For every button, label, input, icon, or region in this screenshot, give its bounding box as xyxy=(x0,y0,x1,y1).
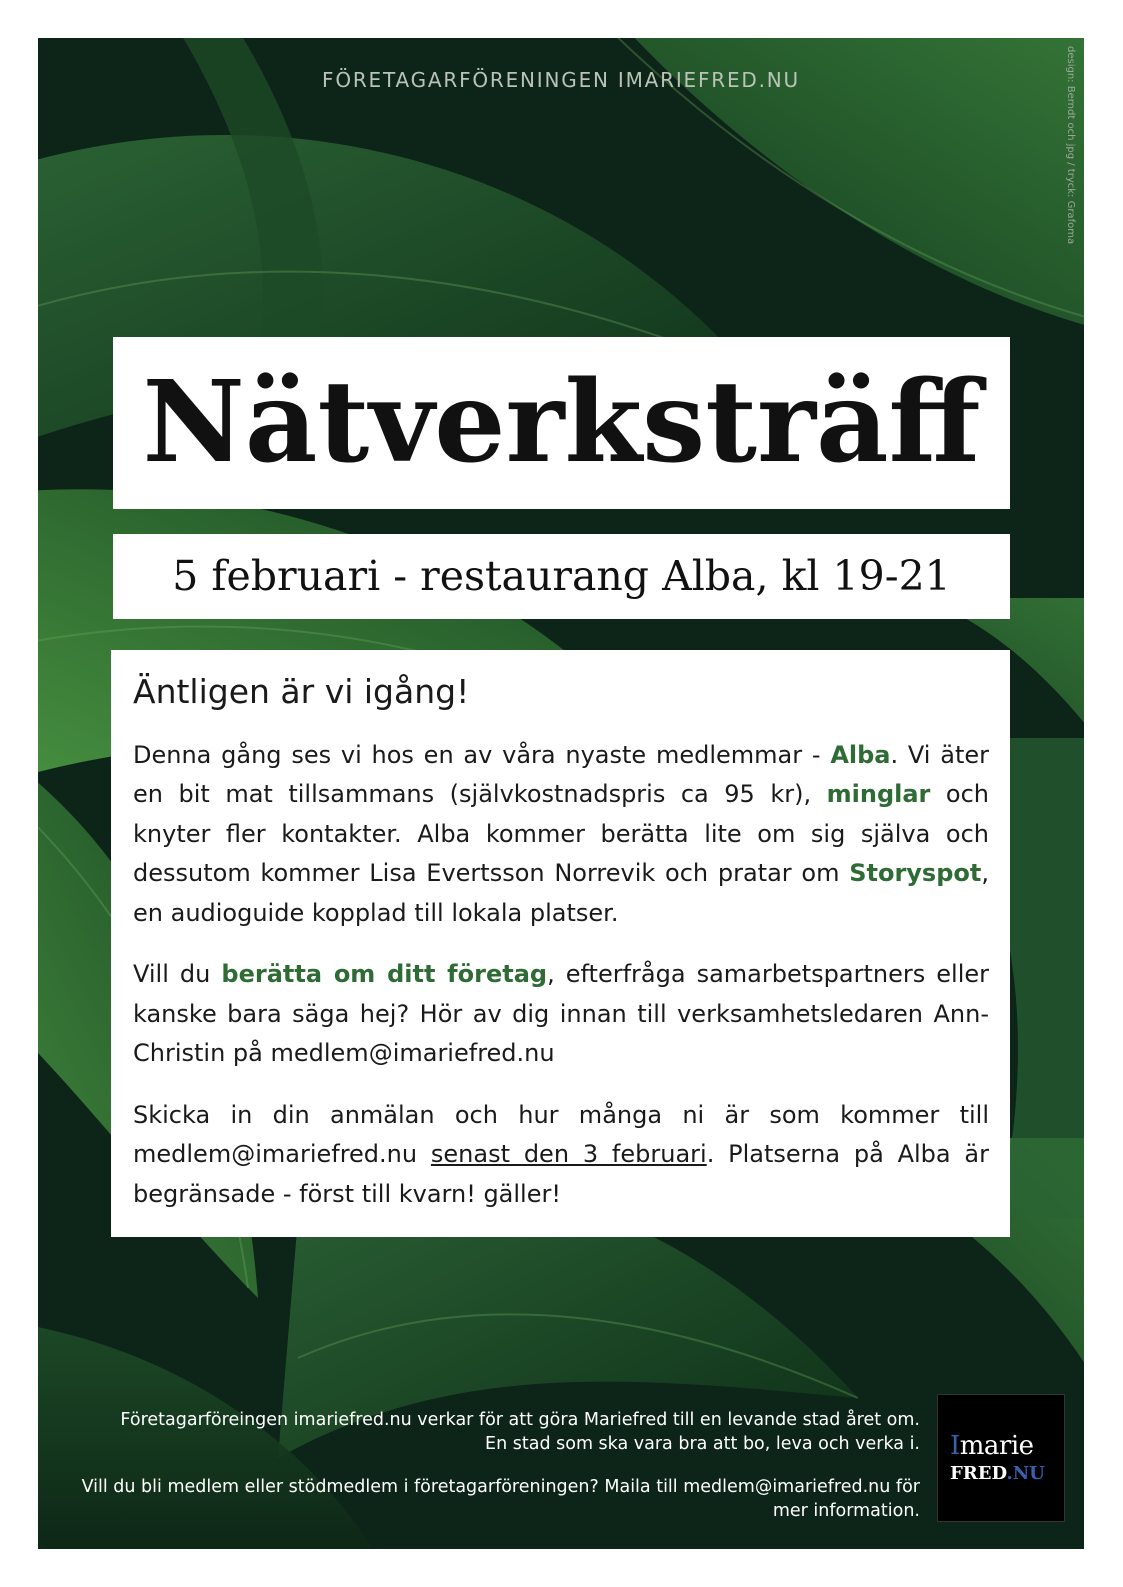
logo-letter: marie xyxy=(959,1431,1034,1461)
paragraph-text: Skicka in din anmälan och hur många ni är som kommer till medlem@imariefred.nu xyxy=(133,1100,989,1169)
paragraph-text: , en audioguide kopplad till lokala platser. xyxy=(133,859,989,927)
paragraph-text: och knyter fler kontakter. Alba kommer berätta lite om sig själva och dessutom kommer Lisa Evertsson Norrevik och pratar om xyxy=(133,780,989,888)
paragraph-text: Denna gång ses vi hos en av våra nyaste medlemmar - xyxy=(133,740,831,769)
content-heading: Äntligen är vi igång! xyxy=(133,672,470,711)
paragraph-signup xyxy=(133,1096,989,1215)
footer-line: mer information. xyxy=(772,1501,920,1521)
subtitle-box xyxy=(113,534,1010,619)
footer-line: Vill du bli medlem eller stödmedlem i företagarföreningen? Maila till medlem@imariefred.nu för xyxy=(81,1477,920,1497)
logo-wordmark-bottom xyxy=(950,1463,1045,1484)
paragraph-contact xyxy=(133,955,989,1074)
highlight-storyspot: Storyspot xyxy=(849,859,982,888)
highlight-alba: Alba xyxy=(830,740,891,769)
paragraph-text: , efterfråga samarbetspartners eller kanske bara säga hej? Hör av dig innan till verksamhetsledaren Ann-Christin på medlem@imariefred.nu xyxy=(133,960,989,1068)
footer-membership xyxy=(40,1475,920,1523)
imariefred-logo xyxy=(937,1394,1065,1522)
paragraph-text: Vill du xyxy=(133,960,222,989)
logo-wordmark-top xyxy=(950,1431,1034,1461)
deadline-text: senast den 3 februari xyxy=(430,1140,707,1169)
logo-letter: FRED xyxy=(950,1463,1007,1484)
footer-line: Företagarföreingen imariefred.nu verkar för att göra Mariefred till en levande stad året om. xyxy=(120,1410,920,1430)
title-box xyxy=(113,337,1010,509)
highlight-company: berätta om ditt företag xyxy=(221,960,548,989)
logo-letter: .NU xyxy=(1006,1463,1045,1484)
organization-header: FÖRETAGARFÖRENINGEN IMARIEFRED.NU xyxy=(322,68,800,92)
paragraph-text: . Platserna på Alba är begränsade - först till kvarn! gäller! xyxy=(133,1140,990,1208)
paragraph-text: . Vi äter en bit mat tillsammans (självkostnadspris ca 95 kr), xyxy=(133,740,989,809)
page-title: Nätverksträff xyxy=(142,357,981,488)
design-credit: design: Berndt och jpg / tryck: Grafoma xyxy=(1065,46,1076,245)
poster xyxy=(38,38,1084,1549)
footer-line: En stad som ska vara bra att bo, leva och verka i. xyxy=(485,1434,920,1454)
footer-mission xyxy=(40,1408,920,1456)
highlight-minglar: minglar xyxy=(826,780,931,809)
event-date-venue: 5 februari - restaurang Alba, kl 19-21 xyxy=(172,552,951,600)
logo-letter: I xyxy=(950,1431,960,1461)
content-box xyxy=(111,650,1010,1237)
paragraph-intro xyxy=(133,736,989,934)
